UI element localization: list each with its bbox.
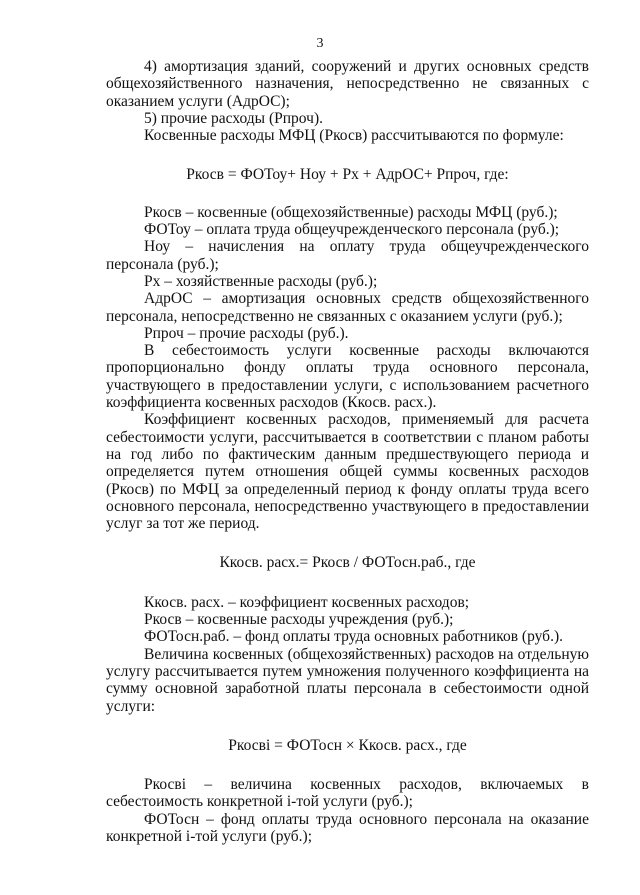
- definition-fotosn: ФОТосн – фонд оплаты труда основного персонала на оказание конкретной i-той услуги (руб.);: [106, 810, 589, 845]
- formula-per-service: Ркосвi = ФОТосн × Ккосв. расх., где: [228, 736, 467, 754]
- definition-rproch: Рпроч – прочие расходы (руб.).: [144, 324, 349, 342]
- formula-intro: Косвенные расходы МФЦ (Ркосв) рассчитываются по формуле:: [144, 127, 564, 145]
- list-item-5: 5) прочие расходы (Рпроч).: [144, 109, 323, 127]
- definition-fotou: ФОТоу – оплата труда общеучрежденческого персонала (руб.);: [144, 221, 560, 239]
- definition-rx: Рх – хозяйственные расходы (руб.);: [144, 272, 378, 290]
- definition-rkosv: Ркосв – косвенные (общехозяйственные) расходы МФЦ (руб.);: [144, 203, 558, 221]
- paragraph-cost-inclusion: В себестоимость услуги косвенные расходы включаются пропорционально фонду оплаты труда основного персонала, участвующего в предоставлении услуги, с использованием расчетного коэффициента косвенных расходов (Ккосв. расх.).: [106, 342, 589, 412]
- formula-indirect-costs: Ркосв = ФОТоу+ Ноу + Рх + АдрОС+ Рпроч, где:: [186, 166, 509, 184]
- definition-adros: АдрОС – амортизация основных средств общехозяйственного персонала, непосредственно не связанных с оказанием услуги (руб.);: [106, 290, 589, 325]
- definition-kkosv: Ккосв. расх. – коэффициент косвенных расходов;: [144, 593, 470, 611]
- paragraph-coefficient: Коэффициент косвенных расходов, применяемый для расчета себестоимости услуги, рассчитывается в соответствии с планом работы на год либо по фактическим данным предшествующего периода и определяется путем отношения общей суммы косвенных расходов (Ркосв) по МФЦ за определенный период к фонду оплаты труда всего основного персонала, непосредственно участвующего в предоставлении услуг за тот же период.: [106, 411, 589, 533]
- definition-nou: Ноу – начисления на оплату труда общеучрежденческого персонала (руб.);: [106, 238, 589, 273]
- paragraph-per-service: Величина косвенных (общехозяйственных) расходов на отдельную услугу рассчитывается путем умножения полученного коэффициента на сумму основной заработной платы персонала в себестоимости одной услуги:: [106, 645, 589, 715]
- definition-rkosvi: Ркосвi – величина косвенных расходов, включаемых в себестоимость конкретной i-той услуги (руб.);: [106, 776, 589, 811]
- page-number: 3: [316, 36, 324, 51]
- document-body: [106, 58, 589, 845]
- formula-coefficient: Ккосв. расх.= Ркосв / ФОТосн.раб., где: [219, 554, 476, 572]
- list-item-4: 4) амортизация зданий, сооружений и других основных средств общехозяйственного назначения, непосредственно не связанных с оказанием услуги (АдрОС);: [106, 58, 589, 110]
- definition-fotosn-rab: ФОТосн.раб. – фонд оплаты труда основных работников (руб.).: [144, 628, 563, 646]
- definition-rkosv-2: Ркосв – косвенные расходы учреждения (руб.);: [144, 611, 454, 629]
